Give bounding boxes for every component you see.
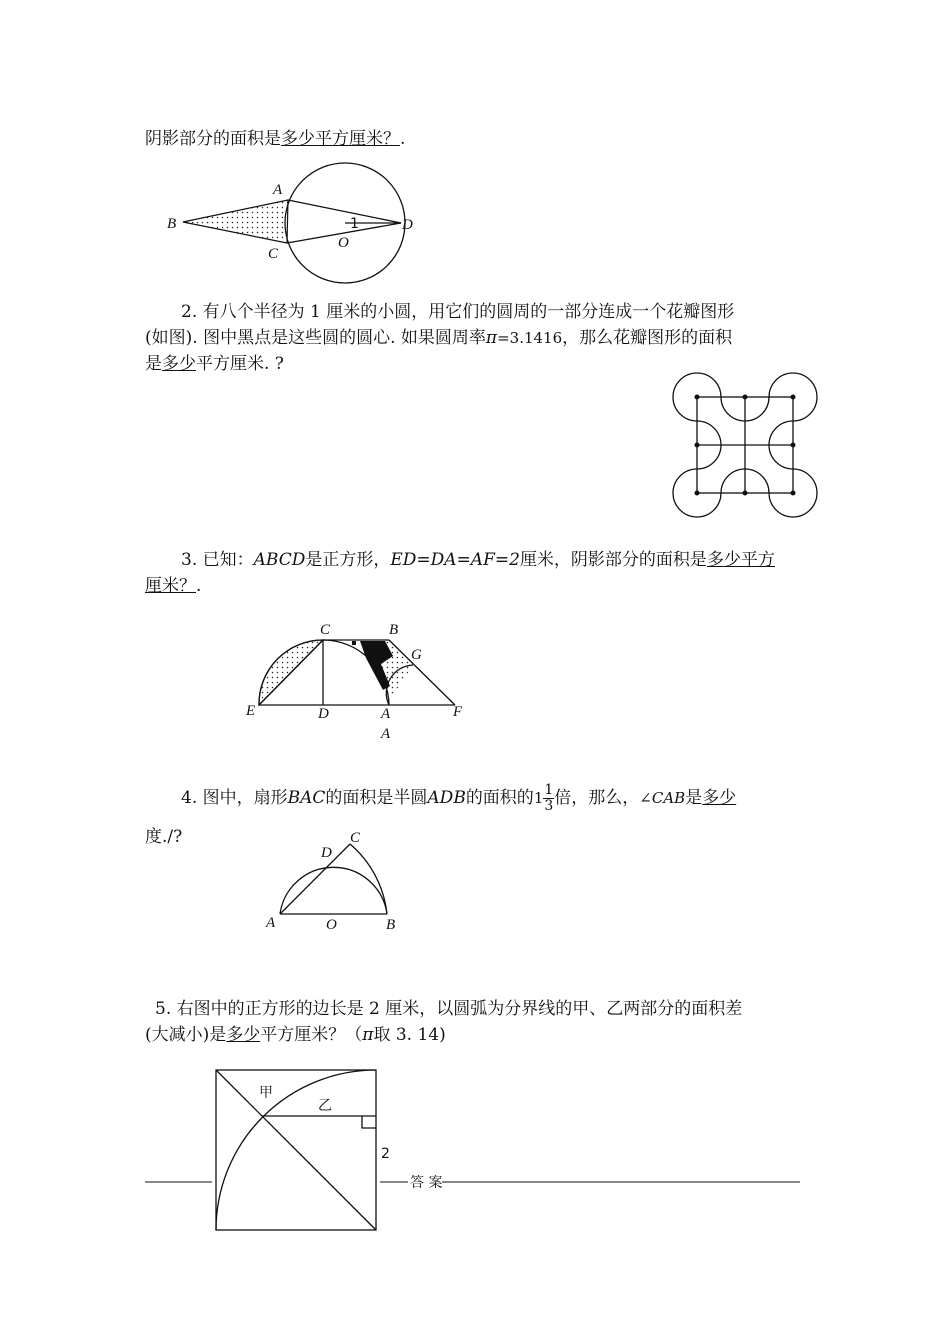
q5-line1: 5. 右图中的正方形的边长是 2 厘米，以圆弧为分界线的甲、乙两部分的面积差 [155, 999, 743, 1019]
fig1-label-o: O [338, 235, 349, 251]
fig5-label-2: 2 [381, 1146, 390, 1162]
fig4-label-c: C [350, 830, 361, 846]
fig3-label-g: G [411, 647, 422, 663]
figure-3-square-arcs [259, 640, 455, 705]
figure-5-square-arc [216, 1070, 376, 1230]
fig4-label-d: D [321, 845, 332, 861]
question-5 [145, 996, 815, 1048]
q5-line2: (大减小)是多少平方厘米？（π取 3. 14) [145, 1025, 446, 1045]
question-4: 4. 图中，扇形BAC的面积是半圆ADB的面积的1 $\frac{1}{3}$ 倍，那么，∠CAB是多少 [181, 782, 737, 814]
fig1-label-d: D [402, 217, 413, 233]
q4-answer-blank: 多少 [702, 788, 737, 808]
fig3-label-e: E [246, 703, 256, 719]
q1-answer-line: 阴影部分的面积是多少平方厘米？. [145, 129, 406, 149]
fig4-label-o: O [326, 917, 337, 933]
q4-fraction: $\frac{1}{3}$ [544, 782, 554, 814]
fig3-label-c: C [320, 622, 331, 638]
fig1-label-a: A [273, 182, 283, 198]
q2-line3: 是多少平方厘米. ? [145, 354, 284, 374]
q3-answer-blank: 多少平方 [706, 550, 775, 570]
fig5-label-jia: 甲 [259, 1085, 273, 1101]
fig3-label-a2: A [381, 726, 391, 742]
fig4-label-b: B [386, 917, 396, 933]
fig1-shaded-region [183, 200, 288, 243]
fig4-label-a: A [266, 915, 276, 931]
fig3-label-d: D [318, 706, 329, 722]
figure-4-sector-semicircle [280, 844, 387, 914]
q5-answer-blank: 多少 [226, 1025, 261, 1045]
fig3-label-a: A [381, 706, 391, 722]
answer-divider-label: 答 案 [410, 1172, 442, 1192]
q4-line2: 度./? [145, 827, 183, 847]
question-3: 3. 已知：ABCD是正方形，ED=DA=AF=2厘米，阴影部分的面积是多少平方 厘米？. [145, 550, 775, 596]
q2-line2: (如图). 图中黑点是这些圆的圆心. 如果圆周率π=3.1416，那么花瓣图形的面积 [145, 328, 733, 348]
fig5-label-yi: 乙 [318, 1098, 332, 1114]
question-2 [145, 299, 815, 377]
fig3-label-b: B [389, 622, 399, 638]
fig1-label-1: 1 [350, 216, 359, 232]
q2-answer-blank: 多少 [162, 354, 196, 374]
fig1-label-b: B [167, 216, 177, 232]
q2-line1: 2. 有八个半径为 1 厘米的小圆，用它们的圆周的一部分连成一个花瓣图形 [181, 302, 735, 322]
fig3-label-f: F [453, 704, 463, 720]
q1-text: 阴影部分的面积是 [145, 129, 281, 149]
q1-answer-blank: 多少平方厘米？ [281, 129, 400, 149]
fig1-label-c: C [268, 246, 279, 262]
